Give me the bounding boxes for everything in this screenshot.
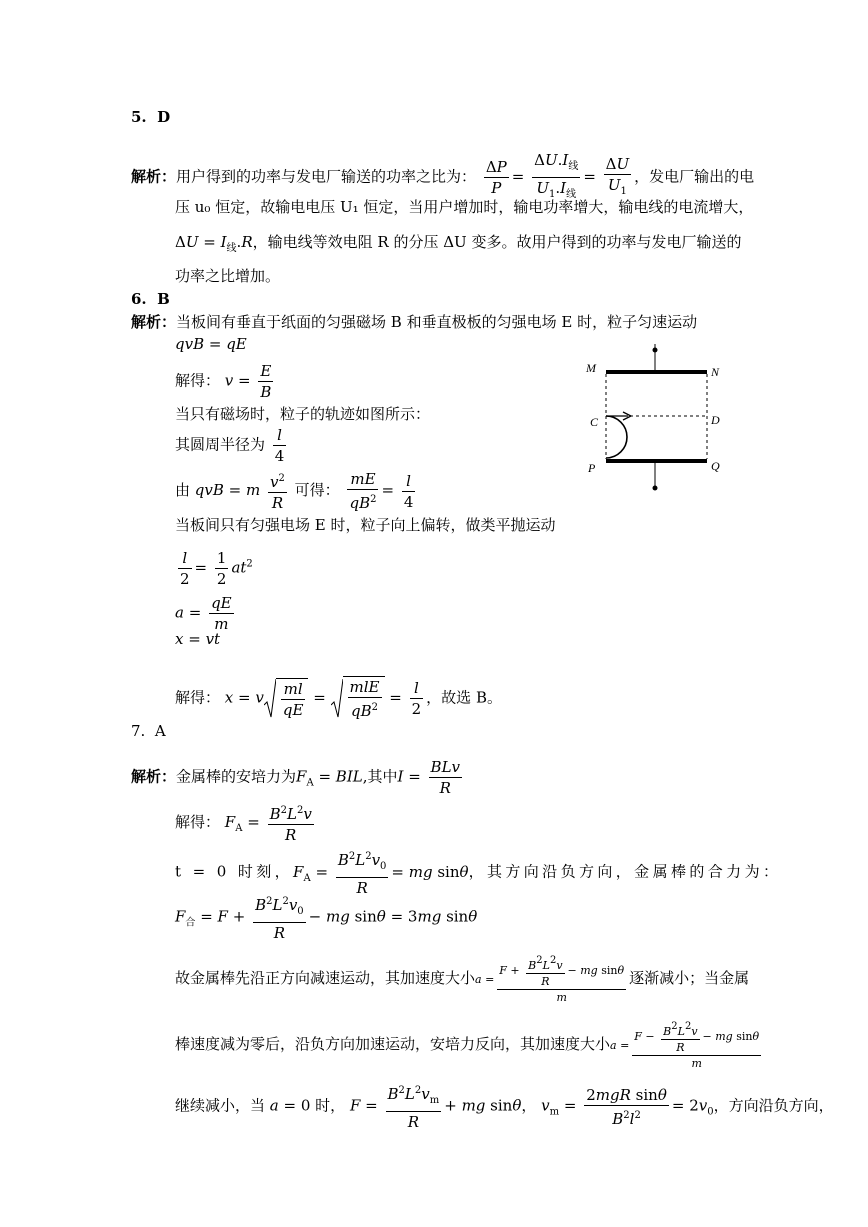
q7-text-7a: 继续减小，当 bbox=[175, 1096, 266, 1115]
q7-number: 7. bbox=[131, 722, 146, 740]
trajectory-arc bbox=[606, 416, 627, 458]
q6-label: 解析： bbox=[131, 313, 177, 331]
q7-line-1: 解析：金属棒的安培力为$F_A$ = BIL,其中I = $\frac{\text{BLv}}{R}$ bbox=[131, 758, 461, 797]
q7-frac-blv-r: $\frac{\text{BLv}}{R}$ bbox=[430, 758, 461, 797]
q6-frac-e-b: $\frac{E}{B}$ bbox=[260, 362, 272, 401]
q6-line-3: 当只有磁场时，粒子的轨迹如图所示： bbox=[175, 405, 431, 423]
q6-frac-v2-r: $\frac{v^2}{R}$ bbox=[268, 469, 287, 513]
label-c: C bbox=[590, 415, 599, 429]
q7-eq-fhe: $F_合 = F$ + $\frac{B^2L^2v_0}{R}$ − mg sinθ = 3mg sinθ bbox=[175, 892, 477, 943]
q5-number: 5. bbox=[131, 108, 147, 126]
q7-line-3: t = 0 时刻，$F_A$ = $\frac{B^2L^2v_0}{R}$ = mg sinθ，其方向沿负方向，金属棒的合力为： bbox=[175, 847, 781, 898]
q6-field-diagram bbox=[580, 342, 730, 500]
q6-eq-qvb: qvB = qE bbox=[175, 335, 247, 353]
q6-solve-label-1: 解得： bbox=[175, 371, 221, 390]
q6-text-5a: 由 bbox=[175, 481, 191, 499]
q5-frac-du-i: $\frac{\Delta U.I_线}{U_1.I_线}$ bbox=[534, 151, 579, 200]
q7-frac-vm: $\frac{\text{2mgR sinθ}}{B^2l^2}$ bbox=[586, 1085, 667, 1128]
q6-text-1: 当板间有垂直于纸面的匀强磁场 B 和垂直极板的匀强电场 E 时，粒子匀速运动 bbox=[176, 313, 698, 331]
q7-line-7: 继续减小，当 a = 0 时， F = $\frac{B^2L^2v_m}{R}$ + mg sinθ， $v_m$ = $\frac{\text{2mgR sinθ}}{B^2l^2}$ = $2v_0$，方向沿负方向， bbox=[175, 1081, 834, 1132]
q5-answer: D bbox=[157, 108, 171, 126]
q7-text-7c: ，方向沿负方向， bbox=[713, 1096, 834, 1115]
q6-line-1 bbox=[131, 312, 697, 332]
q7-text-1b: ,其中 bbox=[362, 767, 398, 786]
label-m: M bbox=[586, 361, 596, 375]
q6-text-5b: 可得： bbox=[294, 481, 340, 499]
q6-heading bbox=[131, 289, 170, 309]
q5-label: 解析： bbox=[131, 167, 177, 186]
q5-text-1b: ，发电厂输出的电 bbox=[634, 167, 755, 186]
q6-solve-label-2: 解得： bbox=[175, 688, 221, 707]
q7-line-solve-fa: 解得： $F_A$ = $\frac{B^2L^2v}{R}$ bbox=[175, 801, 317, 845]
q7-text-5a: 故金属棒先沿正方向减速运动，其加速度大小 bbox=[175, 969, 476, 987]
q6-frac-l-4: $\frac{l}{4}$ bbox=[274, 426, 285, 465]
q7-frac-b2l2vm-r: $\frac{B^2L^2v_m}{R}$ bbox=[386, 1081, 442, 1132]
q7-line-5: 故金属棒先沿正方向减速运动，其加速度大小a = F + $\frac{B2L2v}{R}$ − mg sinθ m 逐渐减小；当金属 bbox=[175, 955, 750, 1004]
q7-frac-accel-2: F − $\frac{B2L2v}{R}$ − mg sinθ m bbox=[634, 1021, 760, 1070]
q6-line-5: 由 qvB = m $\frac{v^2}{R}$ 可得： $\frac{mE}{qB^2}$ = $\frac{l}{4}$ bbox=[175, 470, 414, 512]
q6-sqrt-mle-qb2: $\frac{\text{mlE}}{qB^2}$ bbox=[331, 676, 385, 721]
q7-label: 解析： bbox=[131, 767, 177, 786]
q6-line-final: 解得： x = v $\frac{ml}{qE}$ = $\frac{\text{mlE}}{qB^2}$ = $\frac{l}{2}$ ，故选 B。 bbox=[175, 678, 502, 720]
q7-solve-label: 解得： bbox=[175, 813, 221, 831]
q5-eq-du: $\Delta U = I_线.R$ bbox=[175, 233, 253, 254]
q6-conclusion: ，故选 B。 bbox=[426, 688, 502, 707]
q6-eq-x-vt: x = vt bbox=[175, 630, 221, 648]
plate-pq bbox=[606, 459, 707, 463]
bottom-terminal bbox=[653, 486, 658, 491]
q7-text-5b: 逐渐减小；当金属 bbox=[629, 969, 750, 987]
q6-text-4: 其圆周半径为 bbox=[175, 435, 266, 454]
q5-line-1: 解析：用户得到的功率与发电厂输送的功率之比为： $\frac{\Delta P}{P}$ = $\frac{\Delta U.I_线}{U_1.I_线}$ = $\frac{\Delta U}{U_1}$ ，发电厂输出的电 bbox=[131, 150, 754, 205]
q7-frac-accel-1: F + $\frac{B2L2v}{R}$ − mg sinθ m bbox=[499, 955, 625, 1004]
q6-line-6: 当板间只有匀强电场 E 时，粒子向上偏转，做类平抛运动 bbox=[175, 516, 556, 534]
q5-frac-du-u1: $\frac{\Delta U}{U_1}$ bbox=[605, 154, 630, 197]
label-q: Q bbox=[711, 459, 720, 473]
q6-frac-me-qb2: $\frac{mE}{qB^2}$ bbox=[349, 470, 377, 512]
q7-frac-b2l2v-r: $\frac{B^2L^2v}{R}$ bbox=[268, 801, 314, 845]
q5-text-3: ，输电线等效电阻 R 的分压 ΔU 变多。故用户得到的功率与发电厂输送的 bbox=[252, 233, 742, 251]
q6-frac-l-4b: $\frac{l}{4}$ bbox=[403, 471, 414, 511]
label-n: N bbox=[711, 365, 720, 379]
q6-sqrt-ml-qe: $\frac{ml}{qE}$ bbox=[264, 678, 309, 720]
q7-line-6: 棒速度减为零后，沿负方向加速运动，安培力反向，其加速度大小a = F − $\frac{B2L2v}{R}$ − mg sinθ m bbox=[175, 1021, 760, 1070]
top-terminal bbox=[653, 348, 658, 353]
q5-line-3 bbox=[175, 232, 741, 259]
q6-number: 6. bbox=[131, 290, 147, 308]
q5-heading bbox=[131, 107, 170, 127]
q5-line-4: 功率之比增加。 bbox=[175, 267, 281, 285]
q6-eq-l2-at2: $\frac{l}{2}$ = $\frac{1}{2}$ $at^2$ bbox=[180, 549, 253, 588]
plate-mn bbox=[606, 370, 707, 374]
q7-text-3a: t = 0 时刻， bbox=[175, 862, 294, 881]
q5-frac-dp-p: $\frac{\Delta P}{P}$ bbox=[485, 158, 507, 197]
q5-line-2: 压 u₀ 恒定，故输电电压 U₁ 恒定，当用户增加时，输电功率增大，输电线的电流增大， bbox=[175, 198, 754, 216]
q7-text-3b: ，其方向沿负方向，金属棒的合力为： bbox=[468, 862, 782, 881]
q6-line-solve-v: 解得： v = $\frac{E}{B}$ bbox=[175, 362, 272, 401]
q6-eq-a-qe-m: a = $\frac{qE}{m}$ bbox=[175, 594, 232, 633]
label-d: D bbox=[711, 413, 720, 427]
q5-text-1a: 用户得到的功率与发电厂输送的功率之比为： bbox=[176, 167, 477, 186]
q6-answer: B bbox=[157, 290, 170, 308]
q7-text-7b: 时， bbox=[315, 1096, 346, 1115]
q7-answer: A bbox=[154, 722, 166, 740]
label-p: P bbox=[588, 461, 596, 475]
q6-line-radius bbox=[175, 425, 289, 466]
q7-text-1a: 金属棒的安培力为 bbox=[176, 767, 297, 786]
q7-text-6: 棒速度减为零后，沿负方向加速运动，安培力反向，其加速度大小 bbox=[175, 1035, 611, 1053]
q7-heading bbox=[131, 721, 166, 741]
